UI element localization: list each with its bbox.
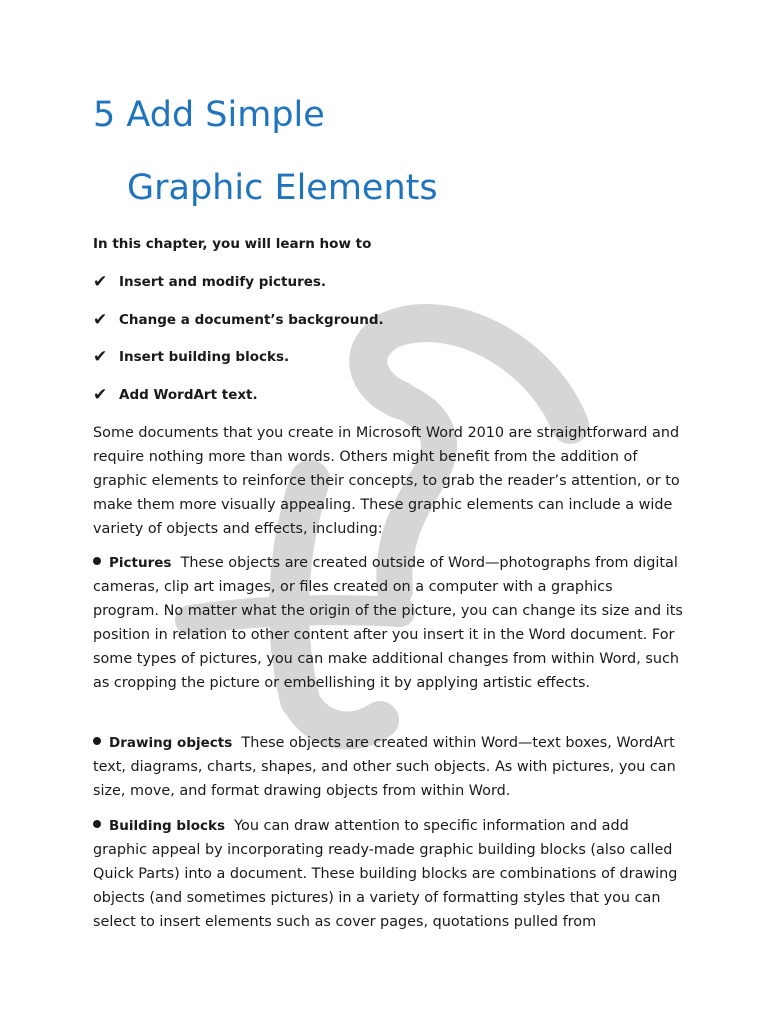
bullet-text: These objects are created outside of Word—photographs from digital cameras, clip art images, or files created on a computer with a graphics program. No matter what the origin of the picture, you can change its size and its position in relation to other content after you insert it in the Word document. For some types of pictures, you can make additional changes from within Word, such as cropping the picture or embellishing it by applying artistic effects. xyxy=(93,555,683,692)
bullet-dot-icon xyxy=(93,820,101,828)
intro-paragraph: Some documents that you create in Microsoft Word 2010 are straightforward and require nothing more than words. Others might benefit from the addition of graphic elements to reinforce their concepts, to grab the reader’s attention, or to make them more visually appealing. These graphic elements can include a wide variety of objects and effects, including: xyxy=(93,425,680,538)
bullet-dot-icon xyxy=(93,557,101,565)
bullet-paragraph-building-blocks xyxy=(93,814,683,934)
bullet-term: Drawing objects xyxy=(109,735,233,751)
chapter-title-line-2: Graphic Elements xyxy=(127,168,438,208)
objective-text: Add WordArt text. xyxy=(119,386,258,403)
objective-text: Change a document’s background. xyxy=(119,311,384,328)
check-mark-icon: ✔ xyxy=(93,384,108,405)
chapter-intro-label: In this chapter, you will learn how to xyxy=(93,236,372,252)
objective-item xyxy=(93,385,384,423)
bullet-text: These objects are created within Word—text boxes, WordArt text, diagrams, charts, shapes, and other such objects. As with pictures, you can size, move, and format drawing objects from within Word. xyxy=(93,735,676,800)
bullet-paragraph-drawing-objects xyxy=(93,731,683,803)
bullet-dot-icon xyxy=(93,737,101,745)
objective-item xyxy=(93,272,384,310)
objective-item xyxy=(93,347,384,385)
bullet-term: Pictures xyxy=(109,555,172,571)
check-mark-icon: ✔ xyxy=(93,272,108,292)
objective-item xyxy=(93,310,384,348)
check-mark-icon: ✔ xyxy=(93,347,108,367)
bullet-paragraph-pictures xyxy=(93,551,683,696)
chapter-title-line-1: 5 Add Simple xyxy=(93,95,325,135)
bullet-term: Building blocks xyxy=(109,818,226,834)
objective-text: Insert building blocks. xyxy=(119,349,290,365)
check-mark-icon: ✔ xyxy=(93,309,108,330)
bullet-text: You can draw attention to specific information and add graphic appeal by incorporating ready-made graphic building blocks (also called Quick Parts) into a document. These building blocks are combinations of drawing objects (and sometimes pictures) in a variety of formatting styles that you can select to insert elements such as cover pages, quotations pulled from xyxy=(93,818,678,931)
objective-text: Insert and modify pictures. xyxy=(119,274,327,290)
objectives-list xyxy=(93,272,384,422)
